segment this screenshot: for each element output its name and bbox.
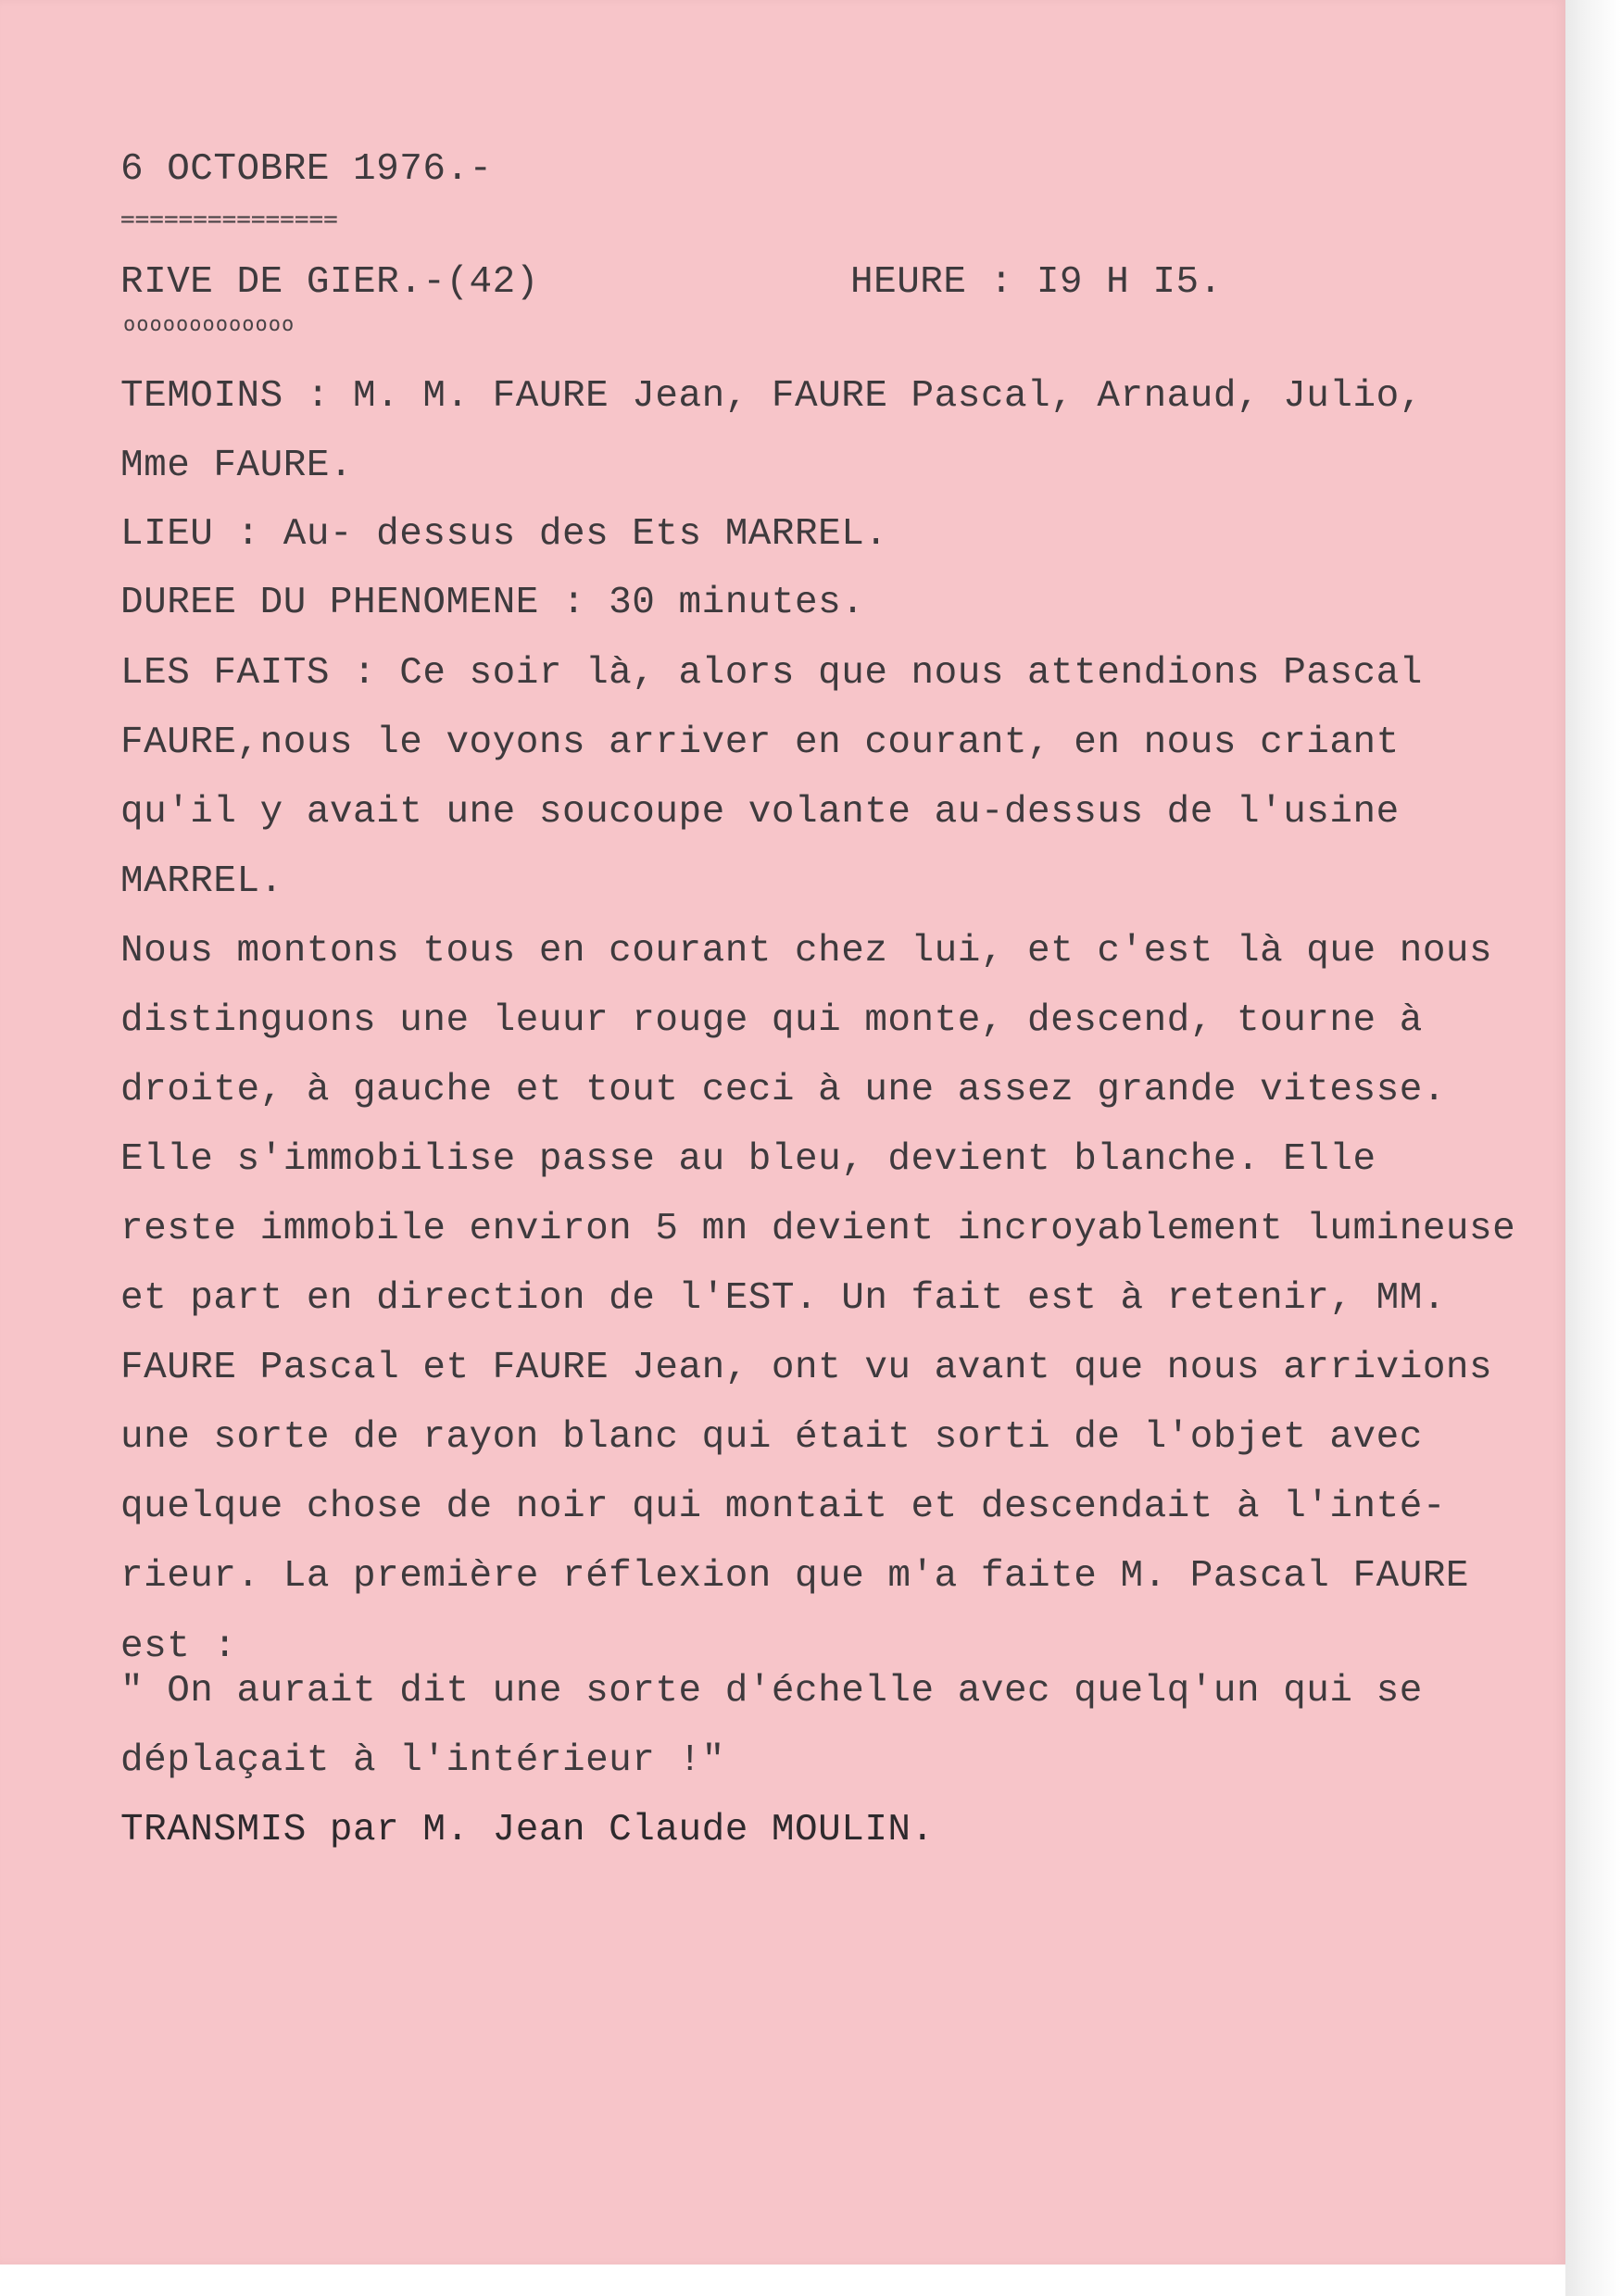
date-underline: =============== [120,206,338,233]
location-underline: ooooooooooooo [123,313,295,336]
line-facts-3: qu'il y avait une soucoupe volante au-dessus de l'usine [120,791,1400,834]
page-edge [1565,0,1621,2296]
page-bottom-margin [0,2265,1565,2296]
line-quote-1: " On aurait dit une sorte d'échelle avec quelq'un qui se [120,1670,1423,1713]
line-transmitted-by: TRANSMIS par M. Jean Claude MOULIN. [120,1809,935,1851]
line-paragraph-11: est : [120,1625,237,1668]
line-witnesses-cont: Mme FAURE. [120,445,354,487]
report-location: RIVE DE GIER.-(42) [120,261,539,304]
line-facts-2: FAURE,nous le voyons arriver en courant, en nous criant [120,721,1400,764]
line-paragraph-8: une sorte de rayon blanc qui était sorti de l'objet avec [120,1416,1423,1459]
line-facts-4: MARREL. [120,860,283,903]
line-paragraph-10: rieur. La première réflexion que m'a faite M. Pascal FAURE [120,1555,1470,1598]
line-paragraph-7: FAURE Pascal et FAURE Jean, ont vu avant que nous arrivions [120,1347,1493,1389]
line-paragraph-6: et part en direction de l'EST. Un fait est à retenir, MM. [120,1277,1446,1320]
line-paragraph-5: reste immobile environ 5 mn devient incroyablement lumineuse [120,1208,1516,1250]
line-facts-1: LES FAITS : Ce soir là, alors que nous attendions Pascal [120,652,1423,695]
line-place: LIEU : Au- dessus des Ets MARREL. [120,513,888,556]
line-duration: DUREE DU PHENOMENE : 30 minutes. [120,582,865,624]
report-time: HEURE : I9 H I5. [850,261,1223,304]
line-witnesses: TEMOINS : M. M. FAURE Jean, FAURE Pascal, Arnaud, Julio, [120,375,1423,418]
line-quote-2: déplaçait à l'intérieur !" [120,1739,725,1782]
report-date: 6 OCTOBRE 1976.- [120,148,493,191]
line-paragraph-2: distinguons une leuur rouge qui monte, descend, tourne à [120,999,1423,1042]
line-paragraph-1: Nous montons tous en courant chez lui, et c'est là que nous [120,930,1493,972]
line-paragraph-3: droite, à gauche et tout ceci à une assez grande vitesse. [120,1069,1446,1111]
line-paragraph-4: Elle s'immobilise passe au bleu, devient blanche. Elle [120,1138,1376,1181]
line-paragraph-9: quelque chose de noir qui montait et descendait à l'inté- [120,1486,1446,1528]
